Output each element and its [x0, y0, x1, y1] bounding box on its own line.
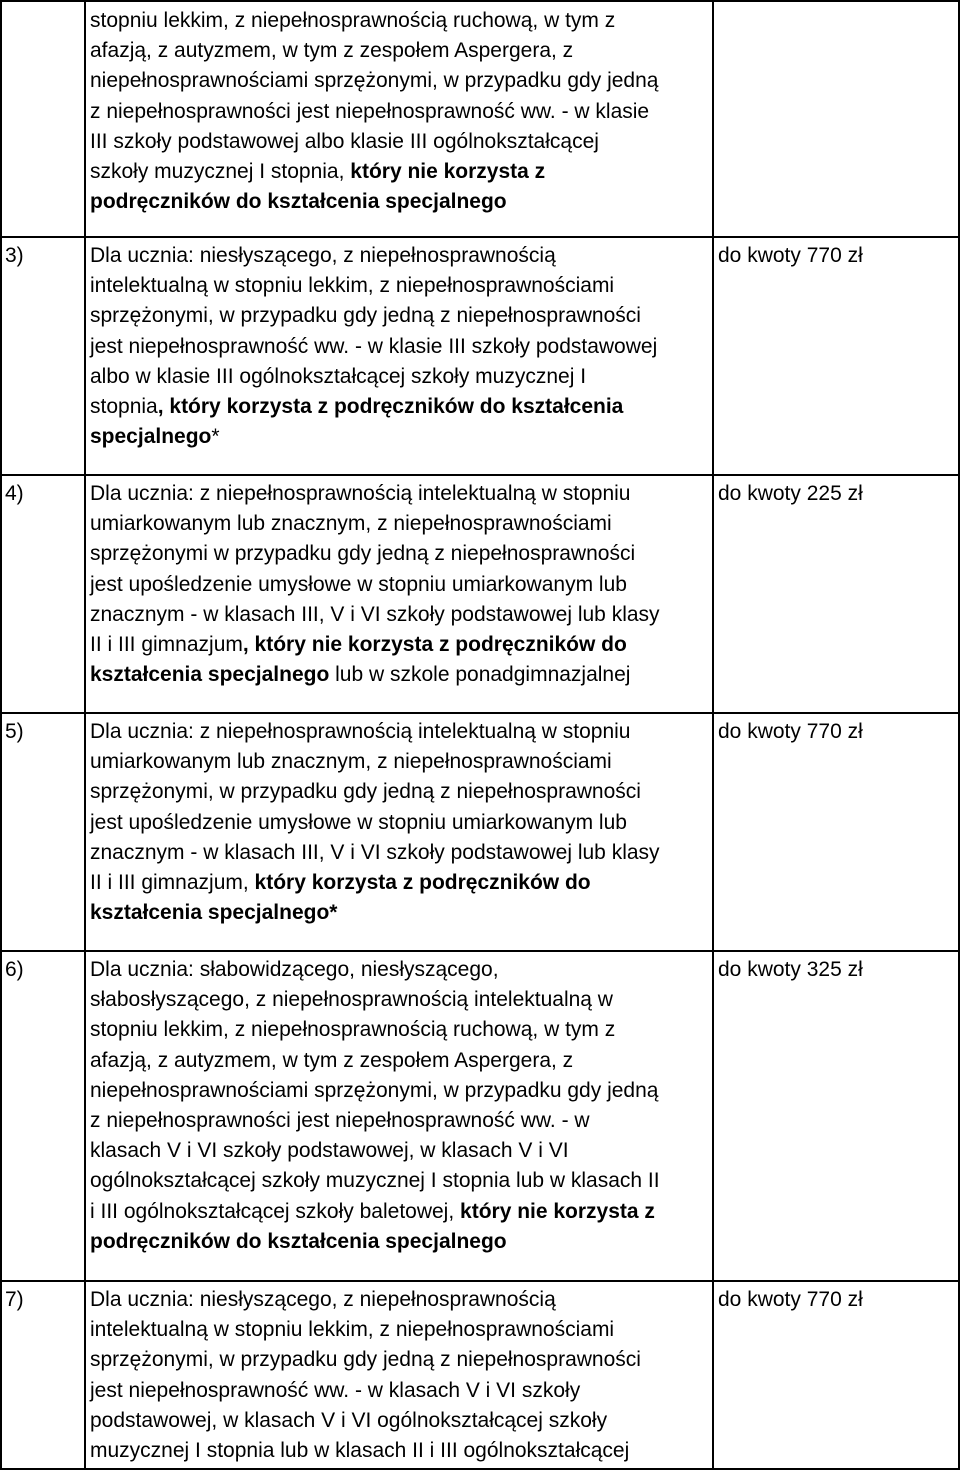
row-amount-cell	[713, 1, 959, 237]
text-run: stopniu lekkim, z niepełnosprawnością ruchową, w tym z	[90, 9, 616, 32]
text-run: sprzężonymi, w przypadku gdy jedną z niepełnosprawności	[90, 780, 641, 804]
allowance-table-body	[1, 1, 959, 1469]
row-amount-cell	[713, 1281, 959, 1469]
text-run: z niepełnosprawności jest niepełnosprawność ww. - w klasie	[90, 99, 650, 123]
description-line	[90, 1136, 712, 1166]
description-line	[90, 127, 712, 157]
row-description-cell	[85, 1, 713, 237]
text-run: jest niepełnosprawność ww. - w klasie III szkoły podstawowej	[90, 334, 658, 358]
row-amount: do kwoty 770 zł	[718, 1288, 863, 1311]
description-line	[90, 717, 712, 747]
description-line	[90, 97, 712, 127]
text-run: stopnia	[90, 395, 158, 419]
row-description	[86, 717, 712, 928]
table-row	[1, 1, 959, 237]
description-line	[90, 1345, 712, 1375]
bold-text-run: który nie korzysta z	[460, 1199, 655, 1223]
text-run: II i III gimnazjum,	[90, 871, 255, 895]
description-line	[90, 539, 712, 569]
bold-text-run: który nie korzysta z	[350, 160, 546, 184]
text-run: umiarkowanym lub znacznym, z niepełnosprawnościami	[90, 512, 612, 536]
row-amount-cell	[713, 475, 959, 713]
row-amount: do kwoty 770 zł	[718, 244, 863, 267]
row-number: 4)	[5, 482, 24, 505]
text-run: sprzężonymi, w przypadku gdy jedną z niepełnosprawności	[90, 304, 641, 328]
row-number: 3)	[5, 244, 24, 267]
description-line	[90, 1106, 712, 1136]
bold-text-run: podręczników do kształcenia specjalnego	[90, 1229, 507, 1253]
text-run: znacznym - w klasach III, V i VI szkoły podstawowej lub klasy	[90, 840, 660, 864]
row-description-cell	[85, 475, 713, 713]
row-number-cell	[1, 951, 85, 1281]
bold-text-run: podręczników do kształcenia specjalnego	[90, 190, 507, 214]
row-amount: do kwoty 225 zł	[718, 482, 863, 505]
bold-text-run: który korzysta z podręczników do	[254, 871, 591, 895]
description-line	[90, 868, 712, 898]
description-line	[90, 6, 712, 36]
text-run: II i III gimnazjum	[90, 633, 243, 657]
description-line	[90, 898, 712, 928]
description-line	[90, 1166, 712, 1196]
text-run: z niepełnosprawności jest niepełnosprawność ww. - w	[90, 1109, 590, 1133]
description-line	[90, 660, 712, 690]
description-line	[90, 66, 712, 96]
row-number-cell	[1, 1281, 85, 1469]
description-line	[90, 985, 712, 1015]
description-line	[90, 392, 712, 422]
text-run: afazją, z autyzmem, w tym z zespołem Aspergera, z	[90, 39, 574, 63]
text-run: Dla ucznia: z niepełnosprawnością intelektualną w stopniu	[90, 720, 631, 743]
description-line	[90, 241, 712, 271]
description-line	[90, 1315, 712, 1345]
description-line	[90, 630, 712, 660]
text-run: lub w szkole ponadgimnazjalnej	[329, 663, 631, 687]
description-line	[90, 570, 712, 600]
text-run: intelektualną w stopniu lekkim, z niepełnosprawnościami	[90, 274, 615, 298]
text-run: podstawowej, w klasach V i VI ogólnokształcącej szkoły	[90, 1408, 608, 1432]
text-run: i III ogólnokształcącej szkoły baletowej,	[90, 1199, 461, 1223]
row-amount: do kwoty 325 zł	[718, 958, 863, 981]
table-row	[1, 237, 959, 475]
text-run: szkoły muzycznej I stopnia,	[90, 160, 351, 184]
description-line	[90, 1376, 712, 1406]
table-row	[1, 713, 959, 951]
row-description	[86, 6, 712, 217]
description-line	[90, 600, 712, 630]
table-row	[1, 475, 959, 713]
text-run: sprzężonymi, w przypadku gdy jedną z niepełnosprawności	[90, 1348, 641, 1372]
description-line	[90, 36, 712, 66]
description-line	[90, 422, 712, 452]
text-run: afazją, z autyzmem, w tym z zespołem Aspergera, z	[90, 1048, 574, 1072]
text-run: *	[211, 425, 220, 449]
row-description-cell	[85, 237, 713, 475]
text-run: klasach V i VI szkoły podstawowej, w klasach V i VI	[90, 1139, 569, 1163]
description-line	[90, 479, 712, 509]
description-line	[90, 747, 712, 777]
table-row	[1, 951, 959, 1281]
text-run: niepełnosprawnościami sprzężonymi, w przypadku gdy jedną	[90, 1078, 659, 1102]
text-run: albo w klasie III ogólnokształcącej szkoły muzycznej I	[90, 364, 587, 388]
row-description-cell	[85, 1281, 713, 1469]
row-number-cell	[1, 713, 85, 951]
text-run: ogólnokształcącej szkoły muzycznej I stopnia lub w klasach II	[90, 1169, 660, 1193]
description-line	[90, 509, 712, 539]
bold-text-run: specjalnego	[90, 425, 212, 449]
row-description	[86, 1285, 712, 1466]
description-line	[90, 1285, 712, 1315]
row-number: 5)	[5, 720, 24, 743]
text-run: sprzężonymi w przypadku gdy jedną z niepełnosprawności	[90, 542, 636, 566]
row-description-cell	[85, 951, 713, 1281]
row-amount-cell	[713, 951, 959, 1281]
description-line	[90, 1197, 712, 1227]
description-line	[90, 187, 712, 217]
text-run: Dla ucznia: słabowidzącego, niesłyszącego,	[90, 958, 499, 981]
table-row	[1, 1281, 959, 1469]
text-run: muzycznej I stopnia lub w klasach II i III ogólnokształcącej	[90, 1439, 630, 1463]
row-amount: do kwoty 770 zł	[718, 720, 863, 743]
description-line	[90, 1076, 712, 1106]
text-run: Dla ucznia: z niepełnosprawnością intelektualną w stopniu	[90, 482, 631, 505]
row-number-cell	[1, 1, 85, 237]
description-line	[90, 1436, 712, 1466]
description-line	[90, 1015, 712, 1045]
description-line	[90, 777, 712, 807]
bold-text-run: kształcenia specjalnego	[90, 663, 330, 687]
description-line	[90, 332, 712, 362]
bold-text-run: , który nie korzysta z podręczników do	[242, 633, 627, 657]
description-line	[90, 157, 712, 187]
row-description	[86, 241, 712, 452]
row-number: 6)	[5, 958, 24, 981]
text-run: słabosłyszącego, z niepełnosprawnością intelektualną w	[90, 988, 613, 1012]
text-run: Dla ucznia: niesłyszącego, z niepełnosprawnością	[90, 244, 556, 267]
row-number-cell	[1, 475, 85, 713]
text-run: III szkoły podstawowej albo klasie III ogólnokształcącej	[90, 129, 599, 153]
text-run: intelektualną w stopniu lekkim, z niepełnosprawnościami	[90, 1318, 615, 1342]
text-run: jest upośledzenie umysłowe w stopniu umiarkowanym lub	[90, 810, 627, 834]
row-amount-cell	[713, 713, 959, 951]
text-run: umiarkowanym lub znacznym, z niepełnosprawnościami	[90, 750, 612, 774]
description-line	[90, 1046, 712, 1076]
description-line	[90, 362, 712, 392]
text-run: jest upośledzenie umysłowe w stopniu umiarkowanym lub	[90, 572, 627, 596]
description-line	[90, 955, 712, 985]
description-line	[90, 271, 712, 301]
row-description	[86, 955, 712, 1257]
row-description-cell	[85, 713, 713, 951]
description-line	[90, 301, 712, 331]
description-line	[90, 1406, 712, 1436]
row-amount-cell	[713, 237, 959, 475]
description-line	[90, 838, 712, 868]
text-run: niepełnosprawnościami sprzężonymi, w przypadku gdy jedną	[90, 69, 659, 93]
bold-text-run: kształcenia specjalnego*	[90, 901, 338, 925]
description-line	[90, 808, 712, 838]
row-number: 7)	[5, 1288, 24, 1311]
text-run: jest niepełnosprawność ww. - w klasach V i VI szkoły	[90, 1378, 581, 1402]
row-description	[86, 479, 712, 690]
text-run: Dla ucznia: niesłyszącego, z niepełnosprawnością	[90, 1288, 556, 1311]
bold-text-run: , który korzysta z podręczników do kształcenia	[157, 395, 624, 419]
text-run: stopniu lekkim, z niepełnosprawnością ruchową, w tym z	[90, 1018, 616, 1042]
text-run: znacznym - w klasach III, V i VI szkoły podstawowej lub klasy	[90, 602, 660, 626]
description-line	[90, 1227, 712, 1257]
row-number-cell	[1, 237, 85, 475]
